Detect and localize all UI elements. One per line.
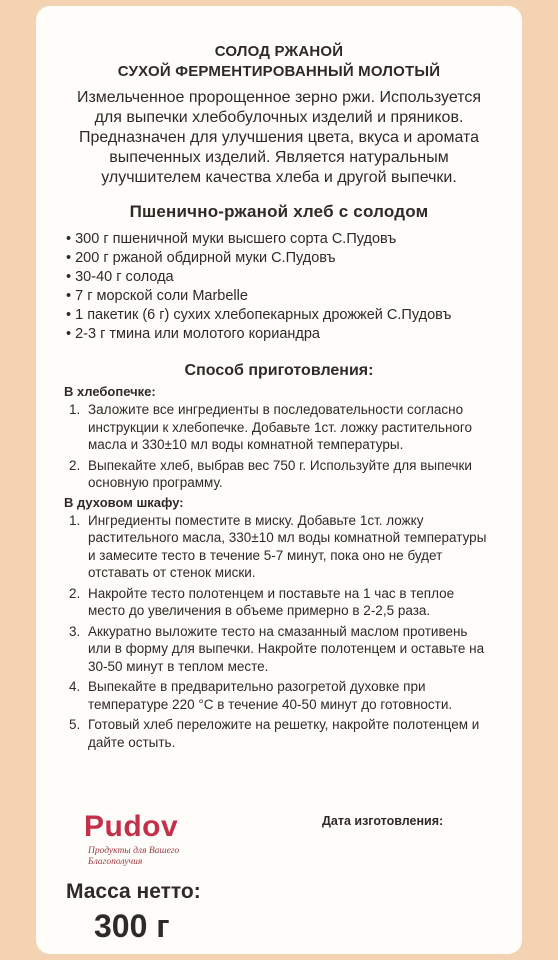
step-item: 2. Накройте тесто полотенцем и поставьте на 1 час в теплое место до увеличения в объеме примерно в 2-2,5 раза.	[84, 585, 494, 620]
oven-heading: В духовом шкафу:	[64, 494, 184, 510]
oven-steps	[64, 512, 494, 752]
step-item: 5. Готовый хлеб переложите на решетку, накройте полотенцем и дайте остыть.	[84, 716, 494, 751]
product-title-line2: СУХОЙ ФЕРМЕНТИРОВАННЫЙ МОЛОТЫЙ	[117, 63, 441, 80]
ingredients-list	[64, 230, 494, 344]
recipe-title: Пшенично-ржаной хлеб с солодом	[129, 202, 429, 221]
net-weight-value: 300 г	[94, 908, 170, 944]
product-title	[64, 42, 494, 82]
ingredient-item: • 200 г ржаной обдирной муки С.Пудовъ	[66, 249, 494, 268]
ingredient-item: • 7 г морской соли Marbelle	[66, 287, 494, 306]
step-item: 2. Выпекайте хлеб, выбрав вес 750 г. Используйте для выпечки основную программу.	[84, 457, 494, 492]
ingredient-item: • 30-40 г солода	[66, 268, 494, 287]
breadmaker-heading: В хлебопечке:	[64, 384, 156, 399]
product-description: Измельченное пророщенное зерно ржи. Используется для выпечки хлебобулочных изделий и пряников. Предназначен для улучшения цвета, вкуса и аромата выпеченных изделий. Является натуральным улучшителем качества хлеба и другой выпечки.	[76, 89, 482, 186]
manufacture-date-label: Дата изготовления:	[322, 814, 444, 828]
step-item: 4. Выпекайте в предварительно разогретой духовке при температуре 220 °С в течение 40-50 минут до готовности.	[84, 678, 494, 713]
brand-logo: Pudov	[84, 810, 179, 843]
ingredient-item: • 300 г пшеничной муки высшего сорта С.Пудовъ	[66, 230, 494, 249]
breadmaker-steps	[64, 401, 494, 492]
brand-tagline: Продукты для Вашего Благополучия	[88, 846, 180, 867]
step-item: 3. Аккуратно выложите тесто на смазанный маслом противень или в форму для выпечки. Накройте полотенцем и оставьте на 30-50 минут в теплом месте.	[84, 623, 494, 676]
method-title: Способ приготовления:	[184, 362, 374, 379]
ingredient-item: • 1 пакетик (6 г) сухих хлебопекарных дрожжей С.Пудовъ	[66, 306, 494, 325]
product-title-line1: СОЛОД РЖАНОЙ	[214, 43, 344, 60]
step-item: 1. Ингредиенты поместите в миску. Добавьте 1ст. ложку растительного масла, 330±10 мл воды комнатной температуры и замесите тесто в течение 5-7 минут, пока оно не будет отставать от стенок миски.	[84, 512, 494, 582]
net-weight-label: Масса нетто:	[66, 880, 201, 903]
label-footer	[36, 806, 522, 954]
package-label	[36, 6, 522, 954]
ingredient-item: • 2-3 г тмина или молотого кориандра	[66, 325, 494, 344]
step-item: 1. Заложите все ингредиенты в последовательности согласно инструкции к хлебопечке. Добавьте 1ст. ложку растительного масла и 330±10 мл воды комнатной температуры.	[84, 401, 494, 454]
